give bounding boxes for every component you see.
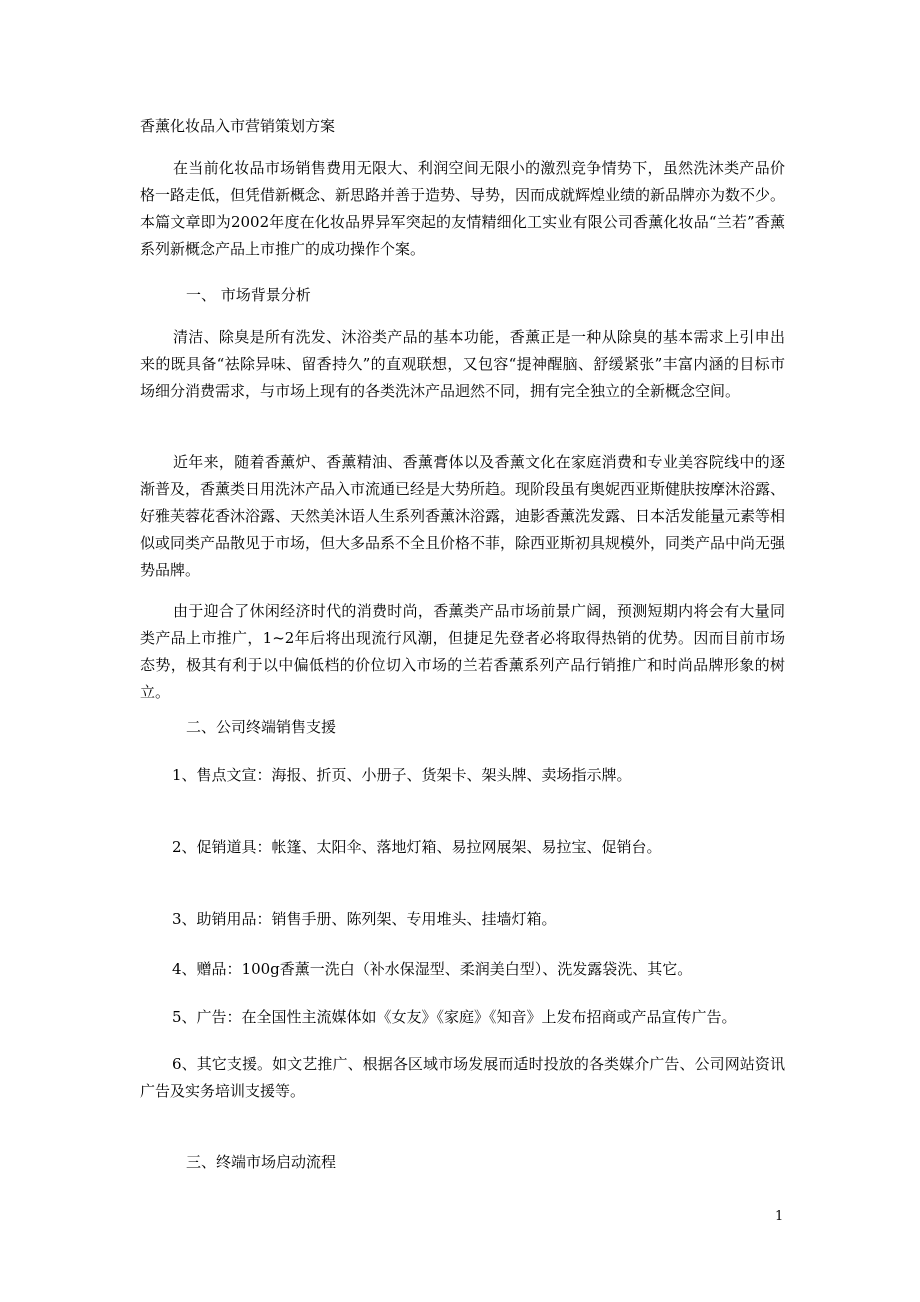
paragraph-market-background-2: 近年来，随着香薰炉、香薰精油、香薰膏体以及香薰文化在家庭消费和专业美容院线中的逐渐普及，香薰类日用洗沐产品入市流通已经是大势所趋。现阶段虽有奥妮西亚斯健肤按摩沐浴露、好雅芙蓉花香沐浴露、天然美沐语人生系列香薰沐浴露，迪影香薰洗发露、日本活发能量元素等相似或同类产品散见于市场，但大多品系不全且价格不菲，除西亚斯初具规模外，同类产品中尚无强势品牌。 xyxy=(140,453,786,579)
support-item-4: 4、赠品：100g香薰一洗白（补水保湿型、柔润美白型）、洗发露袋洗、其它。 xyxy=(172,960,693,978)
paragraph-market-background-3: 由于迎合了休闲经济时代的消费时尚，香薰类产品市场前景广阔，预测短期内将会有大量同类产品上市推广，1~2年后将出现流行风潮，但捷足先登者必将取得热销的优势。因而目前市场态势，极其有利于以中偏低档的价位切入市场的兰若香薰系列产品行销推广和时尚品牌形象的树立。 xyxy=(140,602,785,701)
support-item-2: 2、促销道具：帐篷、太阳伞、落地灯箱、易拉网展架、易拉宝、促销台。 xyxy=(172,838,662,856)
intro-paragraph: 在当前化妆品市场销售费用无限大、利润空间无限小的激烈竞争情势下，虽然洗沐类产品价格一路走低，但凭借新概念、新思路并善于造势、导势，因而成就辉煌业绩的新品牌亦为数不少。本篇文章即为2002年度在化妆品界异军突起的友情精细化工实业有限公司香薰化妆品“兰若”香薰系列新概念产品上市推广的成功操作个案。 xyxy=(140,159,786,258)
section-heading-market-launch-process: 三、终端市场启动流程 xyxy=(186,1153,337,1171)
support-item-3: 3、助销用品：销售手册、陈列架、专用堆头、挂墙灯箱。 xyxy=(172,910,557,928)
page-number: 1 xyxy=(775,1209,784,1224)
support-item-1: 1、售点文宣：海报、折页、小册子、货架卡、架头牌、卖场指示牌。 xyxy=(172,766,632,784)
section-heading-market-background: 一、 市场背景分析 xyxy=(186,286,311,304)
support-item-6: 6、其它支援。如文艺推广、根据各区域市场发展而适时投放的各类媒介广告、公司网站资讯广告及实务培训支援等。 xyxy=(140,1055,785,1100)
support-item-5: 5、广告：在全国性主流媒体如《女友》《家庭》《知音》上发布招商或产品宣传广告。 xyxy=(172,1008,737,1026)
section-heading-terminal-sales-support: 二、公司终端销售支援 xyxy=(186,718,337,736)
document-title: 香薰化妆品入市营销策划方案 xyxy=(140,117,336,135)
paragraph-market-background-1: 清洁、除臭是所有洗发、沐浴类产品的基本功能，香薰正是一种从除臭的基本需求上引申出来的既具备“祛除异味、留香持久”的直观联想，又包容“提神醒脑、舒缓紧张”丰富内涵的目标市场细分消费需求，与市场上现有的各类洗沐产品迥然不同，拥有完全独立的全新概念空间。 xyxy=(140,328,785,400)
